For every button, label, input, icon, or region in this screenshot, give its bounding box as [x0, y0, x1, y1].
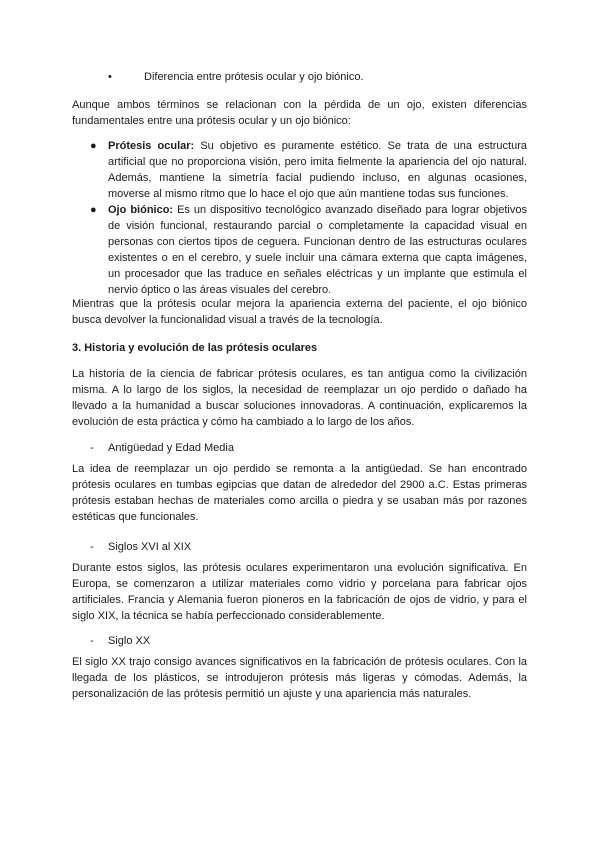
period-heading-siglos-xvi-xix [90, 539, 191, 555]
list-marker: ● [90, 204, 97, 216]
definition-text: Es un dispositivo tecnológico avanzado diseñado para lograr objetivos de visión funcional, restaurando parcial o completamente la capacidad visual en personas con ciertos tipos de ceguera. Funcionan dentro de las estructuras oculares existentes o en el cerebro, y suele incluir una cámara externa que capta imágenes, un procesador que las traduce en señales eléctricas y un implante que estimula el nervio óptico o las áreas visuales del cerebro. [108, 204, 527, 296]
definition-item-ojo-bionico [90, 202, 527, 298]
dash-marker: - [90, 635, 94, 647]
summary-paragraph: Mientras que la prótesis ocular mejora la apariencia externa del paciente, el ojo biónico busca devolver la funcionalidad visual a través de la tecnología. [72, 298, 527, 326]
dash-marker: - [90, 442, 94, 454]
definition-term: Prótesis ocular: [108, 140, 195, 152]
section-heading: 3. Historia y evolución de las prótesis oculares [72, 342, 318, 354]
definition-item-protesis [90, 138, 527, 202]
period-paragraph-siglo-xx: El siglo XX trajo consigo avances significativos en la fabricación de prótesis oculares. Con la llegada de los plásticos, se introdujeron prótesis más ligeras y cómodas. Además, la personalización de las prótesis permitió un ajuste y una apariencia más naturales. [72, 656, 527, 700]
intro-paragraph: Aunque ambos términos se relacionan con la pérdida de un ojo, existen diferencias fundamentales entre una prótesis ocular y un ojo biónico: [72, 99, 527, 127]
period-title: Siglo XX [108, 635, 151, 647]
dash-marker: - [90, 541, 94, 553]
definition-list [90, 138, 527, 298]
bullet-text: Diferencia entre prótesis ocular y ojo biónico. [144, 71, 364, 83]
definition-text: Su objetivo es puramente estético. Se trata de una estructura artificial que no proporciona visión, pero imita fielmente la apariencia del ojo natural. Además, mantiene la simetría facial pudiendo incluso, en algunas ocasiones, moverse al mismo ritmo que lo hace el ojo que aún mantiene todas sus funciones. [108, 140, 527, 200]
bullet-marker: • [108, 71, 112, 83]
period-title: Antigüedad y Edad Media [108, 442, 234, 454]
section-intro-paragraph: La historia de la ciencia de fabricar prótesis oculares, es tan antigua como la civilización misma. A lo largo de los siglos, la necesidad de reemplazar un ojo perdido o dañado ha llevado a la humanidad a buscar soluciones innovadoras. A continuación, explicaremos la evolución de esta práctica y cómo ha cambiado a lo largo de los años. [72, 368, 527, 428]
period-paragraph-siglos-xvi-xix: Durante estos siglos, las prótesis oculares experimentaron una evolución significativa. En Europa, se comenzaron a utilizar materiales como vidrio y porcelana para fabricar ojos artificiales. Francia y Alemania fueron pioneros en la fabricación de ojos de vidrio, y para el siglo XIX, la técnica se había perfeccionado considerablemente. [72, 562, 527, 622]
period-heading-siglo-xx [90, 633, 150, 649]
period-title: Siglos XVI al XIX [108, 541, 192, 553]
period-heading-antiguedad [90, 440, 234, 456]
period-paragraph-antiguedad: La idea de reemplazar un ojo perdido se remonta a la antigüedad. Se han encontrado prótesis oculares en tumbas egipcias que datan de alrededor del 2900 a.C. Estas primeras prótesis estaban hechas de materiales como arcilla o piedra y se usaban más por razones estéticas que funcionales. [72, 463, 527, 523]
list-marker: ● [90, 140, 97, 152]
definition-term: Ojo biónico: [108, 204, 174, 216]
